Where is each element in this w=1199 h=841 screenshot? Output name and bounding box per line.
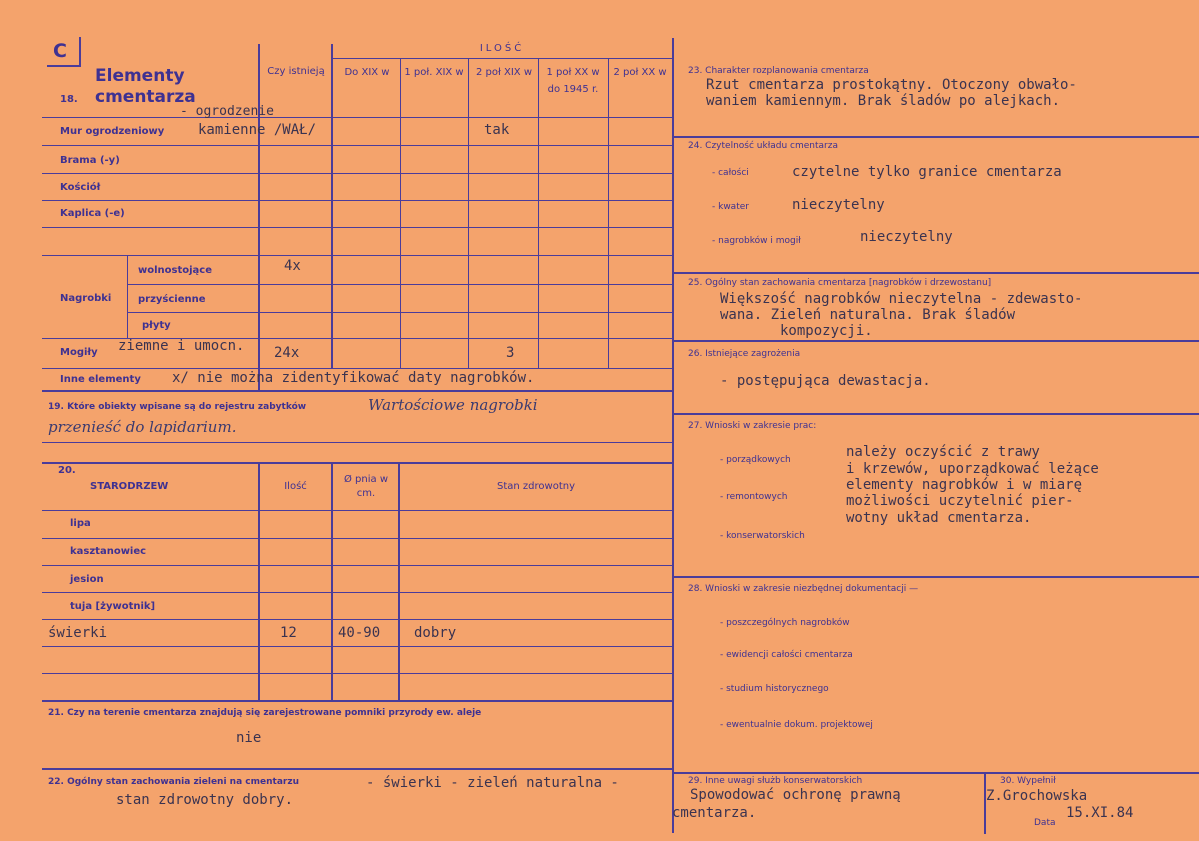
- row-gate: Brama (-y): [60, 155, 120, 166]
- s24-quarters-value: nieczytelny: [792, 197, 885, 213]
- s18-title-line2: cmentarza: [95, 87, 196, 107]
- s29-label: 29. Inne uwagi służb konserwatorskich: [688, 776, 863, 786]
- wall-type-over: - ogrodzenie: [180, 104, 274, 119]
- row-graves: Nagrobki: [60, 293, 112, 304]
- s25-text2: wana. Zieleń naturalna. Brak śladów: [720, 307, 1016, 323]
- s21-answer: nie: [236, 730, 262, 746]
- tree-3: jesion: [70, 574, 104, 585]
- row-church: Kościół: [60, 182, 101, 193]
- period-header-4: 1 poł XX w do 1945 r.: [546, 67, 600, 95]
- s30-date-label: Data: [1034, 818, 1056, 828]
- s25-text1: Większość nagrobków nieczytelna - zdewasto-: [720, 291, 1083, 307]
- wall-type: kamienne /WAŁ/: [198, 122, 317, 138]
- s25-label: 25. Ogólny stan zachowania cmentarza [nagrobków i drzewostanu]: [688, 278, 992, 288]
- row-slabs: płyty: [142, 320, 171, 331]
- s30-name: Z.Grochowska: [986, 788, 1088, 804]
- s19-hand-line1: Wartościowe nagrobki: [368, 396, 538, 414]
- s20-col-health: Stan zdrowotny: [497, 481, 575, 492]
- col-exists-header: Czy istnieją: [267, 66, 325, 77]
- s24-whole-value: czytelne tylko granice cmentarza: [792, 164, 1062, 180]
- s27-text4: możliwości uczytelnić pier-: [846, 493, 1074, 509]
- section-letter: C: [53, 40, 67, 62]
- s19-label: 19. Które obiekty wpisane są do rejestru zabytków: [48, 402, 307, 412]
- row-chapel: Kaplica (-e): [60, 208, 125, 219]
- s27-text5: wotny układ cmentarza.: [846, 510, 1032, 526]
- s27-text3: elementy nagrobków i w miarę: [846, 477, 1083, 493]
- period-header-3: 2 poł XIX w: [475, 67, 533, 78]
- row-wall: Mur ogrodzeniowy: [60, 126, 165, 137]
- s22-text1: - świerki - zieleń naturalna -: [366, 775, 619, 791]
- s24-graves-label: - nagrobków i mogił: [712, 236, 801, 246]
- extra-tree-health: dobry: [414, 625, 457, 641]
- s28-item3: - studium historycznego: [720, 684, 829, 694]
- period-header-2: 1 poł. XIX w: [404, 67, 464, 78]
- s29-text1: Spowodować ochronę prawną: [690, 787, 901, 803]
- s19-hand-line2: przenieść do lapidarium.: [48, 418, 237, 436]
- s20-col-qty: Ilość: [284, 481, 307, 492]
- row-mounds: Mogiły: [60, 347, 98, 358]
- tree-1: lipa: [70, 518, 91, 529]
- s29-text2: cmentarza.: [672, 805, 757, 821]
- mounds-type: ziemne i umocn.: [118, 338, 245, 354]
- period-header-1: Do XIX w: [344, 67, 390, 78]
- s24-graves-value: nieczytelny: [860, 229, 953, 245]
- extra-tree: świerki: [48, 625, 108, 641]
- period-header-5: 2 poł XX w: [613, 67, 667, 78]
- s28-item4: - ewentualnie dokum. projektowej: [720, 720, 873, 730]
- tree-2: kasztanowiec: [70, 546, 147, 557]
- other-note: x/ nie można zidentyfikować daty nagrobków.: [172, 370, 535, 386]
- s21-label: 21. Czy na terenie cmentarza znajdują się zarejestrowane pomniki przyrody ew. aleje: [48, 708, 482, 718]
- s28-item1: - poszczególnych nagrobków: [720, 618, 850, 628]
- s28-label: 28. Wnioski w zakresie niezbędnej dokumentacji —: [688, 584, 919, 594]
- s20-number: 20.: [58, 465, 76, 476]
- s26-label: 26. Istniejące zagrożenia: [688, 349, 801, 359]
- s23-text2: waniem kamiennym. Brak śladów po alejkach.: [706, 93, 1061, 109]
- s26-text: - postępująca dewastacja.: [720, 373, 931, 389]
- s20-col-title: STARODRZEW: [90, 481, 169, 492]
- s20-col-diam: Ø pnia w cm.: [344, 474, 388, 499]
- s27-item1: - porządkowych: [720, 455, 791, 465]
- s30-date: 15.XI.84: [1066, 805, 1134, 821]
- s22-text2: stan zdrowotny dobry.: [116, 792, 294, 808]
- s30-label: 30. Wypełnił: [1000, 776, 1056, 786]
- s23-text1: Rzut cmentarza prostokątny. Otoczony obwało-: [706, 77, 1077, 93]
- s27-text1: należy oczyścić z trawy: [846, 444, 1040, 460]
- tree-4: tuja [żywotnik]: [70, 601, 156, 612]
- s27-item3: - konserwatorskich: [720, 531, 805, 541]
- row-wall-mounted: przyścienne: [138, 294, 206, 305]
- s18-title-line1: Elementy: [95, 66, 185, 86]
- s24-quarters-label: - kwater: [712, 202, 749, 212]
- s27-label: 27. Wnioski w zakresie prac:: [688, 421, 817, 431]
- s22-label: 22. Ogólny stan zachowania zieleni na cmentarzu: [48, 777, 299, 787]
- s25-text3: kompozycji.: [780, 323, 873, 339]
- s27-item2: - remontowych: [720, 492, 788, 502]
- col-quantity-header: ILOŚĆ: [479, 43, 525, 54]
- wall-2pol-xix: tak: [484, 122, 510, 138]
- freestanding-exists: 4x: [284, 258, 301, 274]
- s23-label: 23. Charakter rozplanowania cmentarza: [688, 66, 869, 76]
- s24-whole-label: - całości: [712, 168, 749, 178]
- row-other: Inne elementy: [60, 374, 141, 385]
- s27-text2: i krzewów, uporządkować leżące: [846, 461, 1099, 477]
- s24-label: 24. Czytelność układu cmentarza: [688, 141, 838, 151]
- mounds-exists: 24x: [274, 345, 300, 361]
- row-freestanding: wolnostojące: [138, 265, 213, 276]
- s18-number: 18.: [60, 94, 78, 105]
- extra-tree-qty: 12: [280, 625, 297, 641]
- extra-tree-diam: 40-90: [338, 625, 381, 641]
- s28-item2: - ewidencji całości cmentarza: [720, 650, 853, 660]
- mounds-2pol-xix: 3: [506, 345, 515, 361]
